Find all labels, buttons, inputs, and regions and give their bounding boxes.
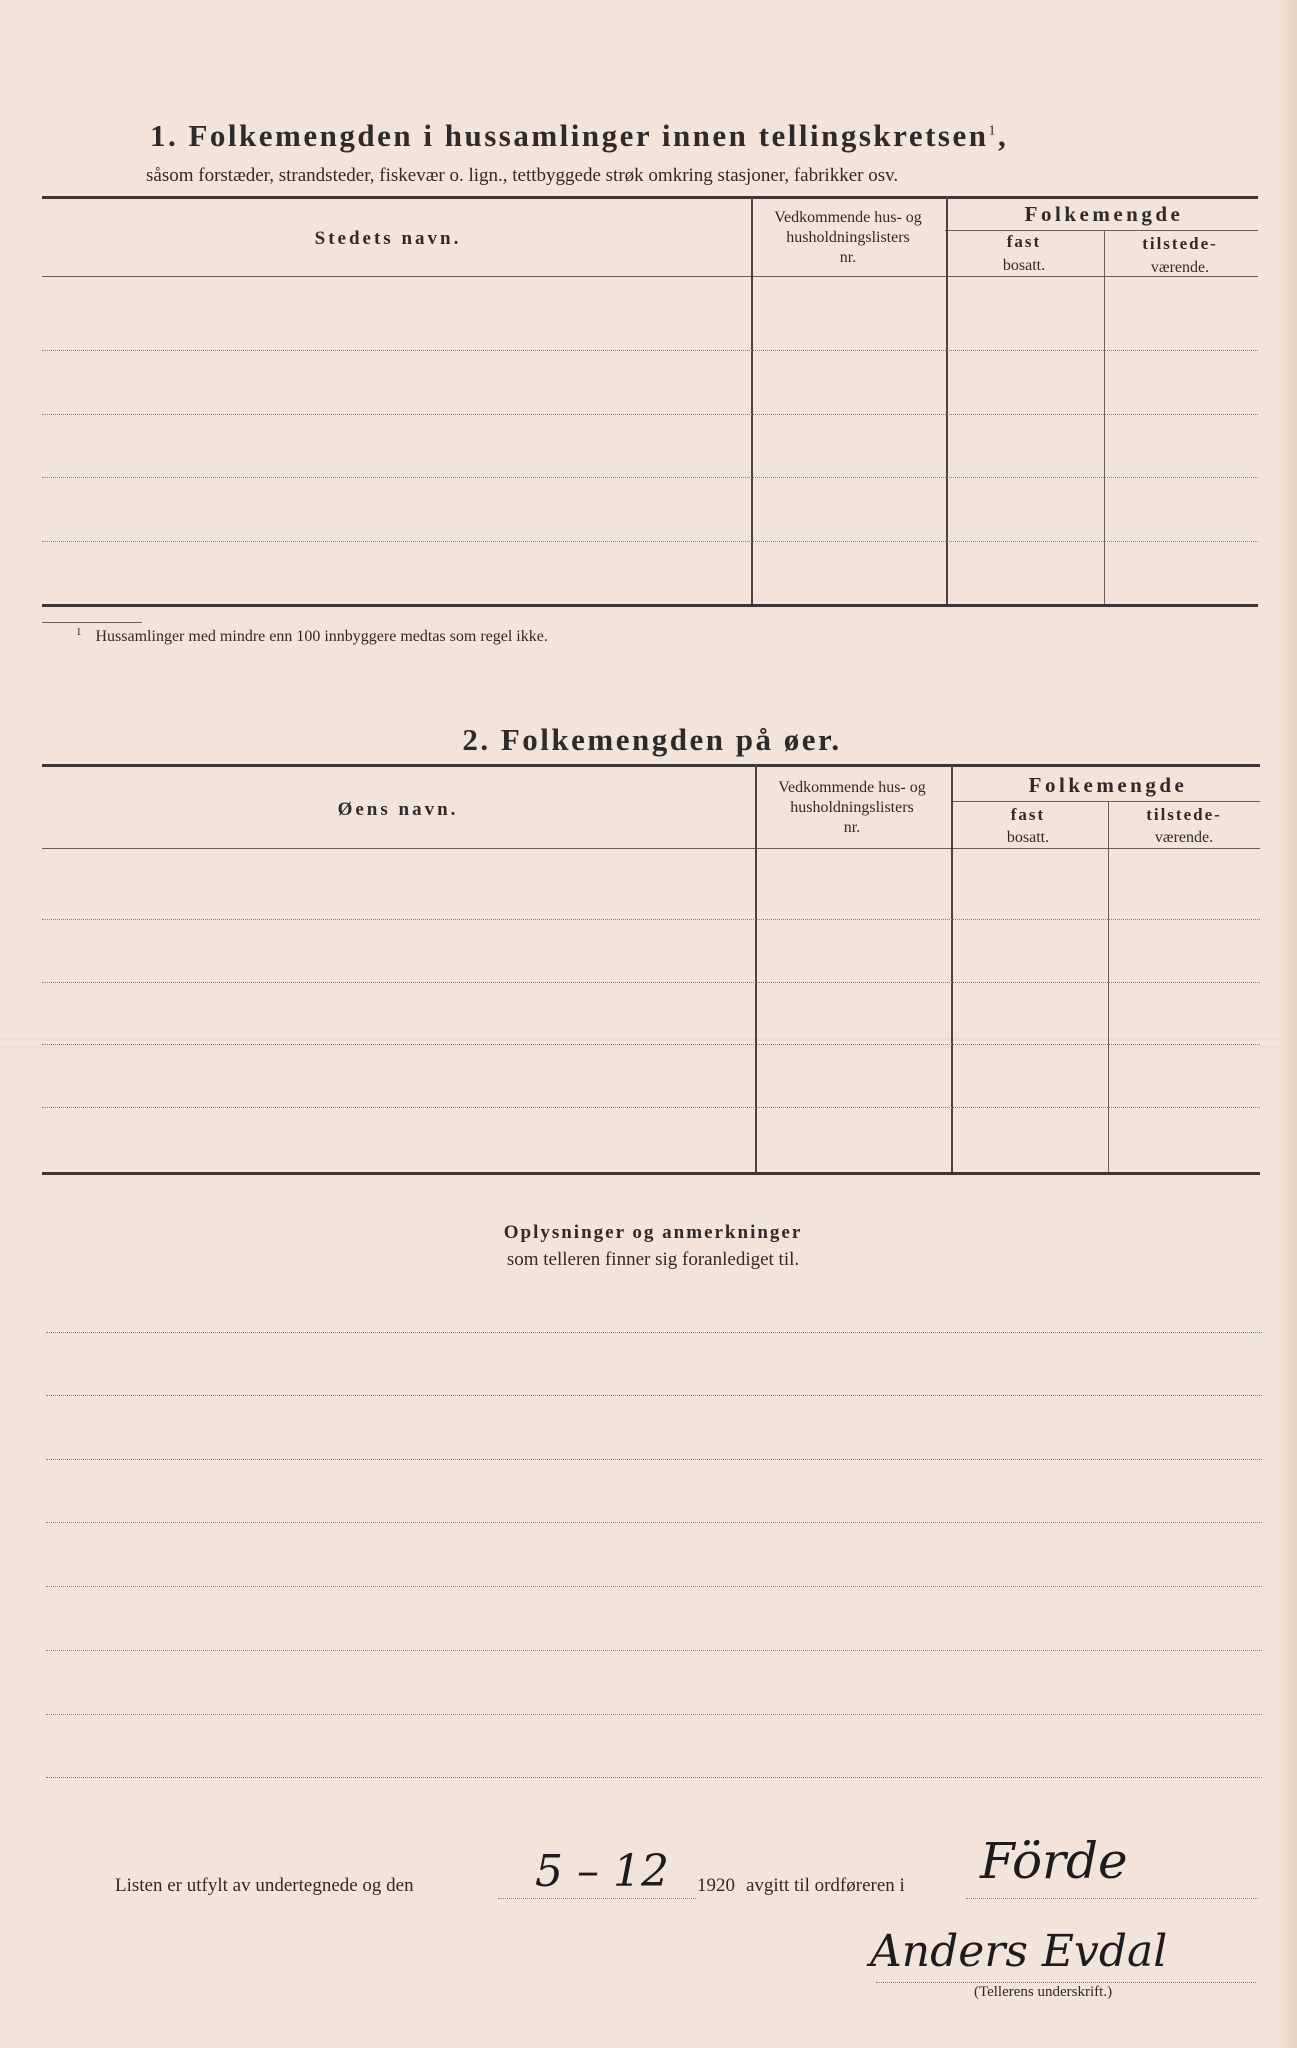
table2-vline-3 — [1108, 801, 1109, 1172]
table1-row-line — [42, 350, 1258, 351]
signature-label: (Tellerens underskrift.) — [974, 1984, 1113, 2000]
table1-header-rule — [42, 276, 1258, 277]
paper-fold — [0, 1038, 1297, 1048]
table2-vline-2 — [951, 764, 953, 1172]
table1-row-line — [42, 541, 1258, 542]
table2-col-folk: Folkemengde — [1028, 773, 1188, 797]
section1-title-text: 1. Folkemengden i hussamlinger innen tellingskretsen — [150, 118, 989, 153]
remarks-title: Oplysninger og anmerkninger — [503, 1222, 803, 1243]
table2-col-list-3: nr. — [843, 819, 861, 836]
table2-bottom-rule — [42, 1172, 1260, 1175]
table2-header-rule — [42, 848, 1260, 849]
place-line — [966, 1898, 1258, 1899]
remarks-line — [46, 1714, 1262, 1715]
closing-text-1: Listen er utfylt av undertegnede og den — [115, 1875, 414, 1896]
table1-col-list-1: Vedkommende hus- og — [774, 209, 922, 226]
table1-top-rule — [42, 196, 1258, 199]
date-handwritten: 5 – 12 — [535, 1846, 669, 1897]
table1-col-tilst-1: tilstede- — [1142, 234, 1218, 253]
table1-bottom-rule — [42, 604, 1258, 607]
remarks-line — [46, 1586, 1262, 1587]
remarks-line — [46, 1459, 1262, 1460]
table2-row-line — [42, 982, 1260, 983]
table1-col-tilst-2: værende. — [1150, 259, 1210, 276]
section2-title: 2. Folkemengden på øer. — [462, 722, 842, 757]
table1-col-fast-1: fast — [1006, 232, 1042, 251]
table2-col-tilst-1: tilstede- — [1146, 805, 1222, 824]
table1-col-list-2: husholdningslisters — [786, 229, 910, 246]
remarks-line — [46, 1650, 1262, 1651]
remarks-line — [46, 1332, 1262, 1333]
remarks-line — [46, 1395, 1262, 1396]
footnote-mark: 1 — [76, 626, 82, 638]
table1-folk-rule — [945, 230, 1258, 231]
table1-col-list-3: nr. — [839, 249, 857, 266]
section1-title: 1. Folkemengden i hussamlinger innen tellingskretsen$^1$, — [150, 118, 1009, 153]
table1-col-folk: Folkemengde — [1024, 202, 1184, 226]
table2-col-fast-1: fast — [1010, 805, 1046, 824]
table1-vline-1 — [751, 196, 753, 604]
footnote-text: Hussamlinger med mindre enn 100 innbyggere medtas som regel ikke. — [95, 628, 548, 646]
signature-line — [876, 1982, 1256, 1983]
paper-edge — [1279, 0, 1297, 2048]
table2-col-list-1: Vedkommende hus- og — [778, 779, 926, 796]
section1-subtitle: såsom forstæder, strandsteder, fiskevær o. lign., tettbyggede strøk omkring stasjoner, fabrikker osv. — [146, 165, 899, 186]
table1-col-name: Stedets navn. — [314, 228, 462, 249]
date-line — [498, 1898, 696, 1899]
table1-col-fast-2: bosatt. — [1002, 257, 1046, 274]
closing-text-2: avgitt til ordføreren i — [746, 1875, 905, 1896]
remarks-subtitle: som telleren finner sig foranlediget til. — [506, 1249, 800, 1270]
section1-title-footnote-ref: 1 — [988, 123, 998, 139]
table1-row-line — [42, 477, 1258, 478]
table2-folk-rule — [952, 801, 1260, 802]
table2-row-line — [42, 1107, 1260, 1108]
table1-row-line — [42, 414, 1258, 415]
remarks-line — [46, 1777, 1262, 1778]
table2-vline-1 — [755, 764, 757, 1172]
closing-year: 1920 — [697, 1875, 735, 1896]
signature-handwritten: Anders Evdal — [870, 1926, 1168, 1977]
footnote-rule — [42, 622, 142, 623]
table2-col-fast-2: bosatt. — [1006, 829, 1050, 846]
table1-vline-2 — [946, 196, 948, 604]
table2-col-list-2: husholdningslisters — [790, 799, 914, 816]
table2-row-line — [42, 1044, 1260, 1045]
table2-col-name: Øens navn. — [337, 799, 459, 820]
section1-footnote — [76, 626, 548, 646]
table2-row-line — [42, 919, 1260, 920]
remarks-line — [46, 1522, 1262, 1523]
table2-col-tilst-2: værende. — [1154, 829, 1214, 846]
table1-vline-3 — [1104, 230, 1105, 604]
table2-top-rule — [42, 764, 1260, 767]
place-handwritten: Förde — [980, 1832, 1128, 1890]
